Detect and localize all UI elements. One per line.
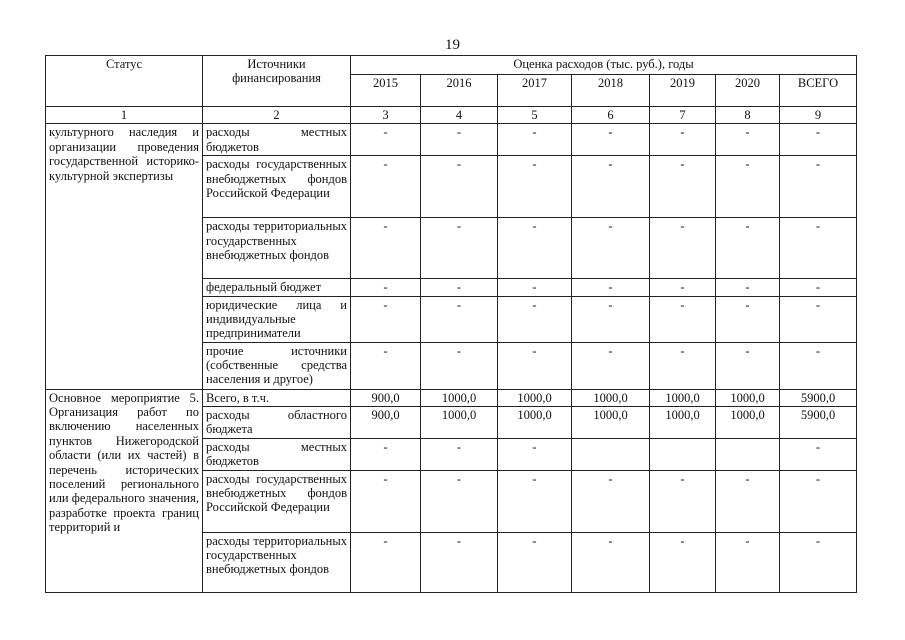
value-cell: - [716,342,780,389]
column-number: 1 [46,107,203,124]
value-cell: 900,0 [351,407,421,439]
value-cell: - [650,218,716,279]
table-row [46,124,857,156]
value-cell: - [351,342,421,389]
value-cell: 1000,0 [498,389,572,406]
value-cell: 1000,0 [572,407,650,439]
value-cell: - [351,296,421,342]
value-cell: 5900,0 [780,389,857,406]
value-cell: - [716,296,780,342]
value-cell: - [572,218,650,279]
header-year: 2019 [650,75,716,107]
column-number: 3 [351,107,421,124]
value-cell: - [716,156,780,218]
value-cell: - [421,438,498,470]
status-cell: культурного наследия и организации проведения государственной историко-культурной экспертизы [46,124,203,389]
value-cell: - [572,342,650,389]
column-number: 7 [650,107,716,124]
value-cell: - [650,296,716,342]
value-cell: - [351,279,421,296]
value-cell: 900,0 [351,389,421,406]
value-cell: - [421,218,498,279]
source-cell: расходы государственных внебюджетных фондов Российской Федерации [203,156,351,218]
value-cell: - [421,532,498,592]
value-cell: 1000,0 [716,407,780,439]
value-cell: - [572,279,650,296]
column-number: 8 [716,107,780,124]
value-cell: - [498,156,572,218]
value-cell: - [498,342,572,389]
value-cell: - [716,532,780,592]
value-cell: 1000,0 [650,407,716,439]
header-total: ВСЕГО [780,75,857,107]
value-cell: 1000,0 [716,389,780,406]
value-cell: - [780,124,857,156]
header-year: 2017 [498,75,572,107]
source-cell: расходы местных бюджетов [203,124,351,156]
value-cell: - [780,470,857,532]
value-cell: 1000,0 [498,407,572,439]
value-cell: - [421,470,498,532]
value-cell: - [351,156,421,218]
header-year: 2016 [421,75,498,107]
value-cell: - [421,279,498,296]
value-cell: - [650,279,716,296]
value-cell: - [780,532,857,592]
header-status: Статус [46,56,203,107]
source-cell: прочие источники (собственные средства населения и другое) [203,342,351,389]
value-cell: - [780,218,857,279]
value-cell: 1000,0 [421,389,498,406]
source-cell: расходы территориальных государственных внебюджетных фондов [203,532,351,592]
source-cell: расходы местных бюджетов [203,438,351,470]
value-cell: - [498,470,572,532]
value-cell: - [351,438,421,470]
header-sources: Источники финансирования [203,56,351,107]
column-number: 2 [203,107,351,124]
value-cell: 1000,0 [650,389,716,406]
value-cell: - [351,124,421,156]
value-cell: - [650,342,716,389]
value-cell: - [650,470,716,532]
value-cell [650,438,716,470]
column-number: 4 [421,107,498,124]
page-number: 19 [445,37,460,53]
value-cell: - [716,279,780,296]
value-cell: - [780,342,857,389]
value-cell: - [780,296,857,342]
value-cell: - [351,218,421,279]
value-cell: - [572,124,650,156]
value-cell: - [650,124,716,156]
value-cell: - [498,279,572,296]
source-cell: федеральный бюджет [203,279,351,296]
value-cell: - [351,532,421,592]
header-year: 2018 [572,75,650,107]
header-year: 2020 [716,75,780,107]
budget-table [45,55,857,593]
value-cell: - [716,470,780,532]
value-cell: - [498,296,572,342]
header-year: 2015 [351,75,421,107]
source-cell: расходы территориальных государственных внебюджетных фондов [203,218,351,279]
value-cell: - [716,124,780,156]
value-cell: - [716,218,780,279]
value-cell: 1000,0 [421,407,498,439]
value-cell: - [780,438,857,470]
value-cell: - [421,156,498,218]
value-cell: - [421,124,498,156]
column-number: 9 [780,107,857,124]
value-cell: - [650,156,716,218]
value-cell: - [498,124,572,156]
header-estimate: Оценка расходов (тыс. руб.), годы [351,56,857,75]
source-cell: расходы государственных внебюджетных фондов Российской Федерации [203,470,351,532]
value-cell: - [421,342,498,389]
value-cell: - [650,532,716,592]
table-row [46,389,857,406]
source-cell: Всего, в т.ч. [203,389,351,406]
source-cell: юридические лица и индивидуальные предприниматели [203,296,351,342]
value-cell: 1000,0 [572,389,650,406]
value-cell: - [780,156,857,218]
value-cell: - [780,279,857,296]
column-number: 5 [498,107,572,124]
value-cell [572,438,650,470]
column-number: 6 [572,107,650,124]
value-cell: - [572,532,650,592]
source-cell: расходы областного бюджета [203,407,351,439]
status-cell: Основное мероприятие 5. Организация работ по включению населенных пунктов Нижегородской области (или их частей) в перечень исторических поселений регионального или федерального значения, разработке проекта границ территорий и [46,389,203,592]
value-cell: - [572,470,650,532]
value-cell: - [498,438,572,470]
value-cell: - [572,296,650,342]
value-cell: - [421,296,498,342]
value-cell: - [351,470,421,532]
value-cell: - [572,156,650,218]
value-cell: - [498,532,572,592]
value-cell: - [498,218,572,279]
value-cell [716,438,780,470]
value-cell: 5900,0 [780,407,857,439]
